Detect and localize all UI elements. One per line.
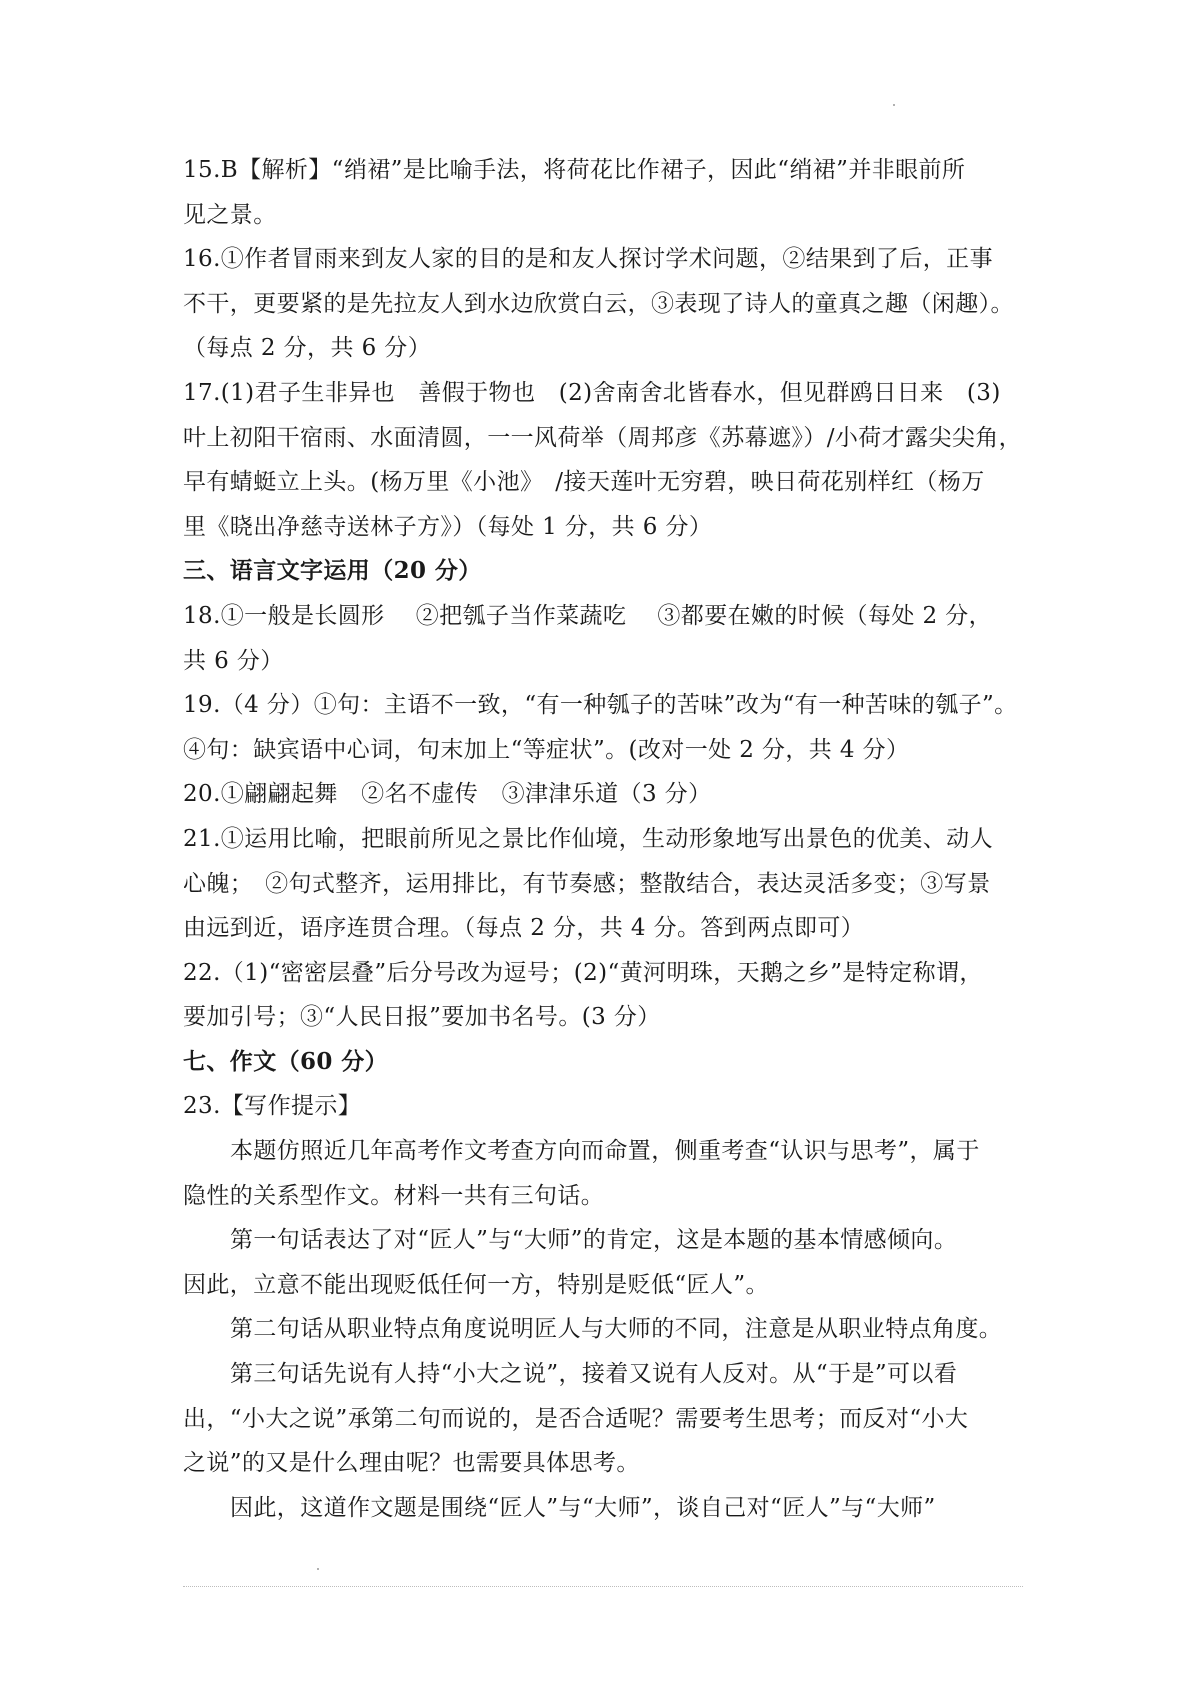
- answer-page: [183, 148, 1023, 1530]
- section-heading-language-use: 三、语言文字运用（20 分）: [183, 557, 482, 585]
- text-line: 第三句话先说有人持“小大之说”，接着又说有人反对。从“于是”可以看: [230, 1361, 958, 1388]
- writing-tip-paragraph: [183, 1218, 1023, 1307]
- text-line: 19.（4 分）①句：主语不一致，“有一种瓠子的苦味”改为“有一种苦味的瓠子”。: [183, 692, 1018, 719]
- writing-tip-paragraph: [183, 1486, 1023, 1531]
- text-line: 由远到近，语序连贯合理。（每点 2 分，共 4 分。答到两点即可）: [183, 915, 865, 942]
- text-line: 不干，更要紧的是先拉友人到水边欣赏白云，③表现了诗人的童真之趣（闲趣）。: [183, 290, 1014, 317]
- text-line: 隐性的关系型作文。材料一共有三句话。: [183, 1182, 605, 1209]
- writing-tip-paragraph: [183, 1129, 1023, 1218]
- text-line: （每点 2 分，共 6 分）: [183, 335, 432, 362]
- text-line: 心魄； ②句式整齐，运用排比，有节奏感；整散结合，表达灵活多变；③写景: [183, 870, 991, 897]
- text-line: 出，“小大之说”承第二句而说的，是否合适呢？需要考生思考；而反对“小大: [183, 1405, 969, 1432]
- answer-19: [183, 683, 1023, 772]
- scan-speck: [893, 104, 895, 106]
- text-line: 因此，这道作文题是围绕“匠人”与“大师”，谈自己对“匠人”与“大师”: [230, 1494, 936, 1521]
- text-line: 本题仿照近几年高考作文考查方向而命置，侧重考查“认识与思考”，属于: [230, 1138, 980, 1165]
- answer-15: [183, 148, 1023, 237]
- answer-22: [183, 951, 1023, 1040]
- text-line: 第一句话表达了对“匠人”与“大师”的肯定，这是本题的基本情感倾向。: [230, 1227, 958, 1254]
- text-line: 21.①运用比喻，把眼前所见之景比作仙境，生动形象地写出景色的优美、动人: [183, 825, 993, 852]
- text-line: 共 6 分）: [183, 647, 284, 674]
- answer-20: [183, 772, 1023, 817]
- answer-21: [183, 817, 1023, 951]
- section-heading-composition: 七、作文（60 分）: [183, 1047, 389, 1075]
- dotted-divider: [183, 1586, 1023, 1587]
- answer-23-label: 23.【写作提示】: [183, 1093, 362, 1120]
- writing-tip-paragraph: [183, 1307, 1023, 1352]
- answer-16: [183, 237, 1023, 371]
- text-line: 22.（1)“密密层叠”后分号改为逗号；(2)“黄河明珠，天鹅之乡”是特定称谓，: [183, 959, 983, 986]
- text-line: 16.①作者冒雨来到友人家的目的是和友人探讨学术问题，②结果到了后，正事: [183, 246, 993, 273]
- answer-17: [183, 371, 1023, 549]
- text-line: 15.B【解析】“绡裙”是比喻手法，将荷花比作裙子，因此“绡裙”并非眼前所: [183, 157, 966, 183]
- text-line: 早有蜻蜓立上头。(杨万里《小池》 /接天莲叶无穷碧，映日荷花别样红（杨万: [183, 469, 985, 496]
- text-line: 要加引号；③“人民日报”要加书名号。(3 分）: [183, 1004, 661, 1031]
- answer-18: [183, 594, 1023, 683]
- text-line: 18.①一般是长圆形 ②把瓠子当作菜蔬吃 ③都要在嫩的时候（每处 2 分，: [183, 602, 993, 629]
- scan-speck: [317, 1568, 319, 1570]
- text-line: 20.①翩翩起舞 ②名不虚传 ③津津乐道（3 分）: [183, 781, 712, 808]
- text-line: 因此，立意不能出现贬低任何一方，特别是贬低“匠人”。: [183, 1271, 769, 1298]
- text-line: 17.(1)君子生非异也 善假于物也 (2)舍南舍北皆春水，但见群鸥日日来 (3): [183, 379, 1001, 406]
- text-line: 之说”的又是什么理由呢？也需要具体思考。: [183, 1450, 640, 1477]
- text-line: 见之景。: [183, 201, 277, 228]
- text-line: ④句：缺宾语中心词，句末加上“等症状”。(改对一处 2 分，共 4 分）: [183, 736, 910, 763]
- text-line: 叶上初阳干宿雨、水面清圆，一一风荷举（周邦彦《苏幕遮》）/小荷才露尖尖角，: [183, 424, 1023, 451]
- text-line: 里《晓出净慈寺送林子方》）（每处 1 分，共 6 分）: [183, 513, 713, 540]
- writing-tip-paragraph: [183, 1352, 1023, 1486]
- text-line: 第二句话从职业特点角度说明匠人与大师的不同，注意是从职业特点角度。: [230, 1316, 1003, 1343]
